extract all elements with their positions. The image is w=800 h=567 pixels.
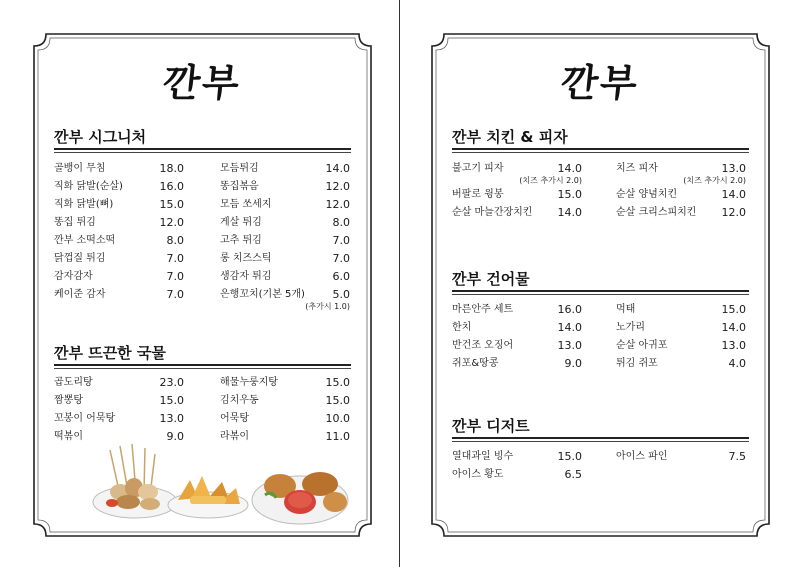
section-title-dessert: 깐부 디저트 <box>452 417 530 435</box>
menu-item-price: 12.0 <box>325 180 350 193</box>
menu-item <box>452 160 582 178</box>
menu-item <box>452 355 582 373</box>
menu-item-name: 꼬봉이 어묵탕 <box>54 413 116 424</box>
menu-item <box>616 337 746 355</box>
menu-item <box>616 355 746 373</box>
menu-item-price: 15.0 <box>325 376 350 389</box>
menu-item-name: 똥집볶음 <box>220 181 259 192</box>
menu-item-name: 직화 닭발(순살) <box>54 181 123 192</box>
menu-column <box>616 160 746 222</box>
menu-column <box>616 301 746 373</box>
menu-item-note: (추가시 1.0) <box>305 302 350 311</box>
menu-item <box>220 196 350 214</box>
menu-item <box>616 301 746 319</box>
menu-item-name: 버팔로 윙봉 <box>452 189 504 200</box>
menu-item-name: 튀김 쥐포 <box>616 358 658 369</box>
menu-item-price: 16.0 <box>159 180 184 193</box>
menu-item <box>54 214 184 232</box>
menu-item <box>220 286 350 304</box>
menu-item-price: 14.0 <box>557 162 582 175</box>
section-rule <box>54 148 351 153</box>
menu-item-price: 14.0 <box>721 188 746 201</box>
menu-item <box>220 250 350 268</box>
menu-item-price: 14.0 <box>721 321 746 334</box>
menu-item <box>54 178 184 196</box>
section-title-chicken-pizza: 깐부 치킨 & 피자 <box>452 128 568 146</box>
menu-item-price: 13.0 <box>721 339 746 352</box>
menu-item-name: 순살 크리스피치킨 <box>616 207 697 218</box>
menu-item-name: 은행꼬치(기본 5개) <box>220 289 305 300</box>
menu-item-name: 게살 튀김 <box>220 217 262 228</box>
menu-column <box>616 448 746 466</box>
menu-item-name: 라볶이 <box>220 431 249 442</box>
menu-item-price: 12.0 <box>159 216 184 229</box>
menu-item <box>54 286 184 304</box>
menu-item <box>616 186 746 204</box>
menu-item <box>452 319 582 337</box>
menu-item-name: 아이스 황도 <box>452 469 504 480</box>
menu-column <box>220 160 350 312</box>
menu-item-price: 15.0 <box>159 198 184 211</box>
brand-logo: 깐부 <box>559 60 642 105</box>
menu-item <box>54 160 184 178</box>
menu-page-right <box>428 30 773 540</box>
section-title-soup: 깐부 뜨끈한 국물 <box>54 344 166 362</box>
section-rule <box>452 290 749 295</box>
section-title-signature: 깐부 시그니처 <box>54 128 147 146</box>
menu-item-name: 감자감자 <box>54 271 93 282</box>
food-photo <box>90 440 350 525</box>
menu-item-price: 14.0 <box>557 321 582 334</box>
menu-item-name: 불고기 피자 <box>452 163 504 174</box>
menu-item <box>220 410 350 428</box>
menu-column <box>452 160 582 222</box>
menu-item-name: 한치 <box>452 322 472 333</box>
menu-item-price: 15.0 <box>325 394 350 407</box>
menu-item-price: 5.0 <box>332 288 350 301</box>
menu-item-price: 9.0 <box>166 430 184 443</box>
menu-item-price: 23.0 <box>159 376 184 389</box>
menu-item-name: 케이준 감자 <box>54 289 106 300</box>
menu-item-name: 아이스 파인 <box>616 451 668 462</box>
menu-item-name: 어묵탕 <box>220 413 249 424</box>
menu-item-name: 짬뽕탕 <box>54 395 83 406</box>
menu-item-name: 반건조 오징어 <box>452 340 514 351</box>
menu-item-price: 8.0 <box>166 234 184 247</box>
section-rule <box>54 364 351 369</box>
menu-item <box>452 448 582 466</box>
menu-item <box>54 392 184 410</box>
menu-item-price: 10.0 <box>325 412 350 425</box>
menu-item-price: 7.0 <box>332 234 350 247</box>
section-rule <box>452 437 749 442</box>
section-title-dried-snacks: 깐부 건어물 <box>452 270 530 288</box>
menu-item <box>616 319 746 337</box>
menu-item <box>616 448 746 466</box>
menu-item <box>54 250 184 268</box>
menu-item-price: 7.0 <box>332 252 350 265</box>
menu-item <box>220 178 350 196</box>
menu-item-name: 열대과일 빙수 <box>452 451 514 462</box>
menu-item <box>452 466 582 484</box>
menu-item-name: 치즈 피자 <box>616 163 658 174</box>
menu-item <box>54 232 184 250</box>
menu-item-price: 9.0 <box>564 357 582 370</box>
menu-item <box>54 268 184 286</box>
menu-item-name: 노가리 <box>616 322 645 333</box>
menu-column <box>220 374 350 446</box>
menu-item-price: 12.0 <box>721 206 746 219</box>
menu-item-price: 15.0 <box>557 188 582 201</box>
menu-item-name: 롱 치즈스틱 <box>220 253 272 264</box>
menu-item-name: 모듬 쏘세지 <box>220 199 272 210</box>
menu-item-price: 14.0 <box>557 206 582 219</box>
menu-item <box>54 196 184 214</box>
menu-item-price: 15.0 <box>557 450 582 463</box>
menu-item-price: 7.0 <box>166 270 184 283</box>
menu-item-name: 직화 닭발(뼈) <box>54 199 114 210</box>
page-divider <box>399 0 400 567</box>
menu-column <box>54 374 184 446</box>
menu-item-price: 13.0 <box>721 162 746 175</box>
menu-item-price: 7.0 <box>166 288 184 301</box>
menu-item-name: 고추 튀김 <box>220 235 262 246</box>
menu-item-name: 곱도리탕 <box>54 377 93 388</box>
menu-item <box>220 214 350 232</box>
menu-item-price: 15.0 <box>721 303 746 316</box>
menu-column <box>452 448 582 484</box>
menu-item-price: 13.0 <box>159 412 184 425</box>
menu-item-name: 떡볶이 <box>54 431 83 442</box>
menu-item <box>452 337 582 355</box>
menu-item-price: 6.5 <box>564 468 582 481</box>
menu-item-price: 18.0 <box>159 162 184 175</box>
menu-item-note: (치즈 추가시 2.0) <box>683 176 746 185</box>
menu-item-price: 6.0 <box>332 270 350 283</box>
menu-item-name: 똥집 튀김 <box>54 217 96 228</box>
menu-item <box>220 232 350 250</box>
menu-item <box>616 204 746 222</box>
menu-item <box>220 268 350 286</box>
menu-item-price: 4.0 <box>728 357 746 370</box>
menu-item-name: 닭껍질 튀김 <box>54 253 106 264</box>
menu-item-name: 쥐포&땅콩 <box>452 358 499 369</box>
menu-item-name: 순살 마늘간장치킨 <box>452 207 533 218</box>
menu-item-name: 생감자 튀김 <box>220 271 272 282</box>
menu-item-name: 마른안주 세트 <box>452 304 514 315</box>
menu-item-price: 13.0 <box>557 339 582 352</box>
menu-item <box>452 186 582 204</box>
menu-item-name: 먹태 <box>616 304 636 315</box>
menu-item-name: 순살 아귀포 <box>616 340 668 351</box>
menu-column <box>452 301 582 373</box>
menu-item <box>220 374 350 392</box>
menu-item-price: 11.0 <box>325 430 350 443</box>
menu-item-price: 14.0 <box>325 162 350 175</box>
menu-column <box>54 160 184 304</box>
menu-item-name: 깐부 소떡소떡 <box>54 235 116 246</box>
menu-item-price: 15.0 <box>159 394 184 407</box>
menu-item <box>452 301 582 319</box>
menu-item <box>220 160 350 178</box>
menu-item-name: 김치우동 <box>220 395 259 406</box>
menu-item-note: (치즈 추가시 2.0) <box>519 176 582 185</box>
menu-item-price: 7.0 <box>166 252 184 265</box>
menu-item-name: 모듬튀김 <box>220 163 259 174</box>
menu-item-price: 16.0 <box>557 303 582 316</box>
menu-item-name: 순살 양념치킨 <box>616 189 678 200</box>
menu-item <box>54 374 184 392</box>
menu-item <box>452 204 582 222</box>
menu-page-left <box>30 30 375 540</box>
menu-item-price: 7.5 <box>728 450 746 463</box>
section-rule <box>452 148 749 153</box>
menu-item-price: 8.0 <box>332 216 350 229</box>
menu-item <box>616 160 746 178</box>
menu-item-price: 12.0 <box>325 198 350 211</box>
menu-item-name: 골뱅이 무침 <box>54 163 106 174</box>
menu-item-name: 해물누룽지탕 <box>220 377 278 388</box>
brand-logo: 깐부 <box>161 60 244 105</box>
menu-item <box>54 410 184 428</box>
menu-item <box>220 392 350 410</box>
